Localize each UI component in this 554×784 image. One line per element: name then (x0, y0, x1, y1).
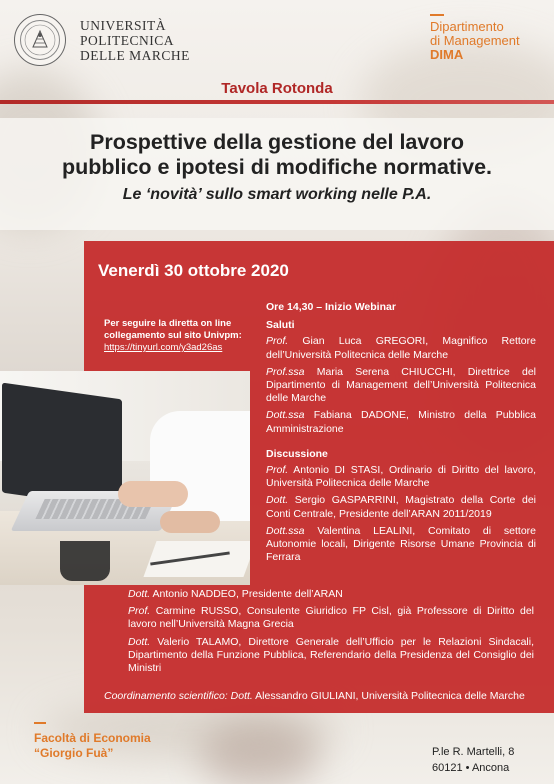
speaker-title: Dott.ssa (266, 409, 305, 422)
speaker-text: Antonio NADDEO, Presidente dell’ARAN (150, 588, 343, 600)
speaker-text: Carmine RUSSO, Consulente Giuridico FP Cisl, già Professore di Diritto del lavoro nell’Università Magna Grecia (128, 605, 534, 631)
department-acronym: DIMA (430, 47, 464, 62)
stream-line: collegamento sul sito Univpm: (104, 330, 242, 341)
speaker-item (266, 494, 536, 520)
page-title (0, 130, 554, 180)
stream-link[interactable]: https://tinyurl.com/y3ad26as (104, 342, 223, 353)
speaker-title: Dott. (128, 588, 151, 600)
department-line: di Management (430, 33, 520, 48)
speaker-item (128, 588, 534, 601)
speaker-text: Valerio TALAMO, Direttore Generale dell’Ufficio per le Relazioni Sindacali, Dipartimento della Funzione Pubblica, Referendario della Presidenza del Consiglio dei Ministri (128, 635, 534, 675)
speaker-item (128, 636, 534, 676)
scientific-coordination (104, 690, 525, 702)
speaker-text: Fabiana DADONE, Ministro della Pubblica Amministrazione (266, 409, 536, 435)
section-heading-discussion: Discussione (266, 447, 328, 460)
coordination-text: Alessandro GIULIANI, Università Politecnica delle Marche (252, 690, 525, 702)
department-logo (430, 14, 520, 62)
title-line: pubblico e ipotesi di modifiche normative. (61, 155, 493, 179)
page-subtitle: Le ‘novità’ sullo smart working nelle P.A. (122, 186, 432, 203)
header-divider (0, 100, 554, 104)
program-schedule (266, 301, 536, 568)
coordination-label: Coordinamento scientifico: Dott. (104, 690, 253, 702)
program-schedule-continued (128, 588, 534, 679)
stream-info (104, 318, 242, 354)
laptop-photo (0, 371, 250, 585)
speaker-item (266, 464, 536, 490)
speaker-title: Dott. (128, 635, 151, 648)
department-line: Dipartimento (430, 19, 504, 34)
university-name-line: UNIVERSITÀ (80, 17, 166, 33)
department-accent-bar (430, 14, 444, 16)
background-blur (200, 720, 320, 784)
faculty-name (34, 722, 151, 761)
speaker-title: Prof. (266, 464, 289, 477)
speaker-title: Dott.ssa (266, 524, 305, 537)
university-logo (14, 14, 190, 66)
university-seal-icon (14, 14, 66, 66)
section-heading-greetings: Saluti (266, 319, 295, 332)
faculty-line: Facoltà di Economia (34, 731, 151, 745)
speaker-text: Gian Luca GREGORI, Magnifico Rettore dell’Università Politecnica delle Marche (266, 335, 536, 361)
speaker-item (266, 525, 536, 565)
speaker-title: Dott. (266, 494, 289, 507)
speaker-item (128, 605, 534, 631)
stream-line: Per seguire la diretta on line (104, 318, 232, 329)
event-date: Venerdì 30 ottobre 2020 (98, 261, 289, 280)
speaker-item (266, 335, 536, 361)
speaker-title: Prof.ssa (266, 365, 305, 378)
program-start: Ore 14,30 – Inizio Webinar (266, 301, 396, 313)
address-line: P.le R. Martelli, 8 (432, 746, 515, 758)
faculty-line: “Giorgio Fuà” (34, 746, 114, 760)
address (432, 744, 514, 776)
speaker-text: Valentina LEALINI, Comitato di settore Autonomie locali, Dirigente Risorse Umane Provincia di Ferrara (266, 524, 536, 564)
university-name-line: DELLE MARCHE (80, 47, 190, 63)
faculty-accent-bar (34, 722, 46, 724)
address-line: 60121 • Ancona (432, 762, 510, 774)
university-name (80, 18, 190, 63)
event-type: Tavola Rotonda (221, 80, 333, 97)
speaker-text: Antonio DI STASI, Ordinario di Diritto del lavoro, Università Politecnica delle Marche (266, 464, 536, 490)
university-name-line: POLITECNICA (80, 32, 174, 48)
speaker-item (266, 409, 536, 435)
speaker-title: Prof. (266, 335, 289, 348)
speaker-text: Maria Serena CHIUCCHI, Direttrice del Dipartimento di Management dell’Università Politecnica delle Marche (266, 365, 536, 405)
speaker-text: Sergio GASPARRINI, Magistrato della Corte dei Conti Centrale, Presidente dell’ARAN 2011/2019 (266, 494, 536, 520)
speaker-title: Prof. (128, 605, 151, 618)
title-line: Prospettive della gestione del lavoro (90, 130, 464, 154)
speaker-item (266, 366, 536, 406)
